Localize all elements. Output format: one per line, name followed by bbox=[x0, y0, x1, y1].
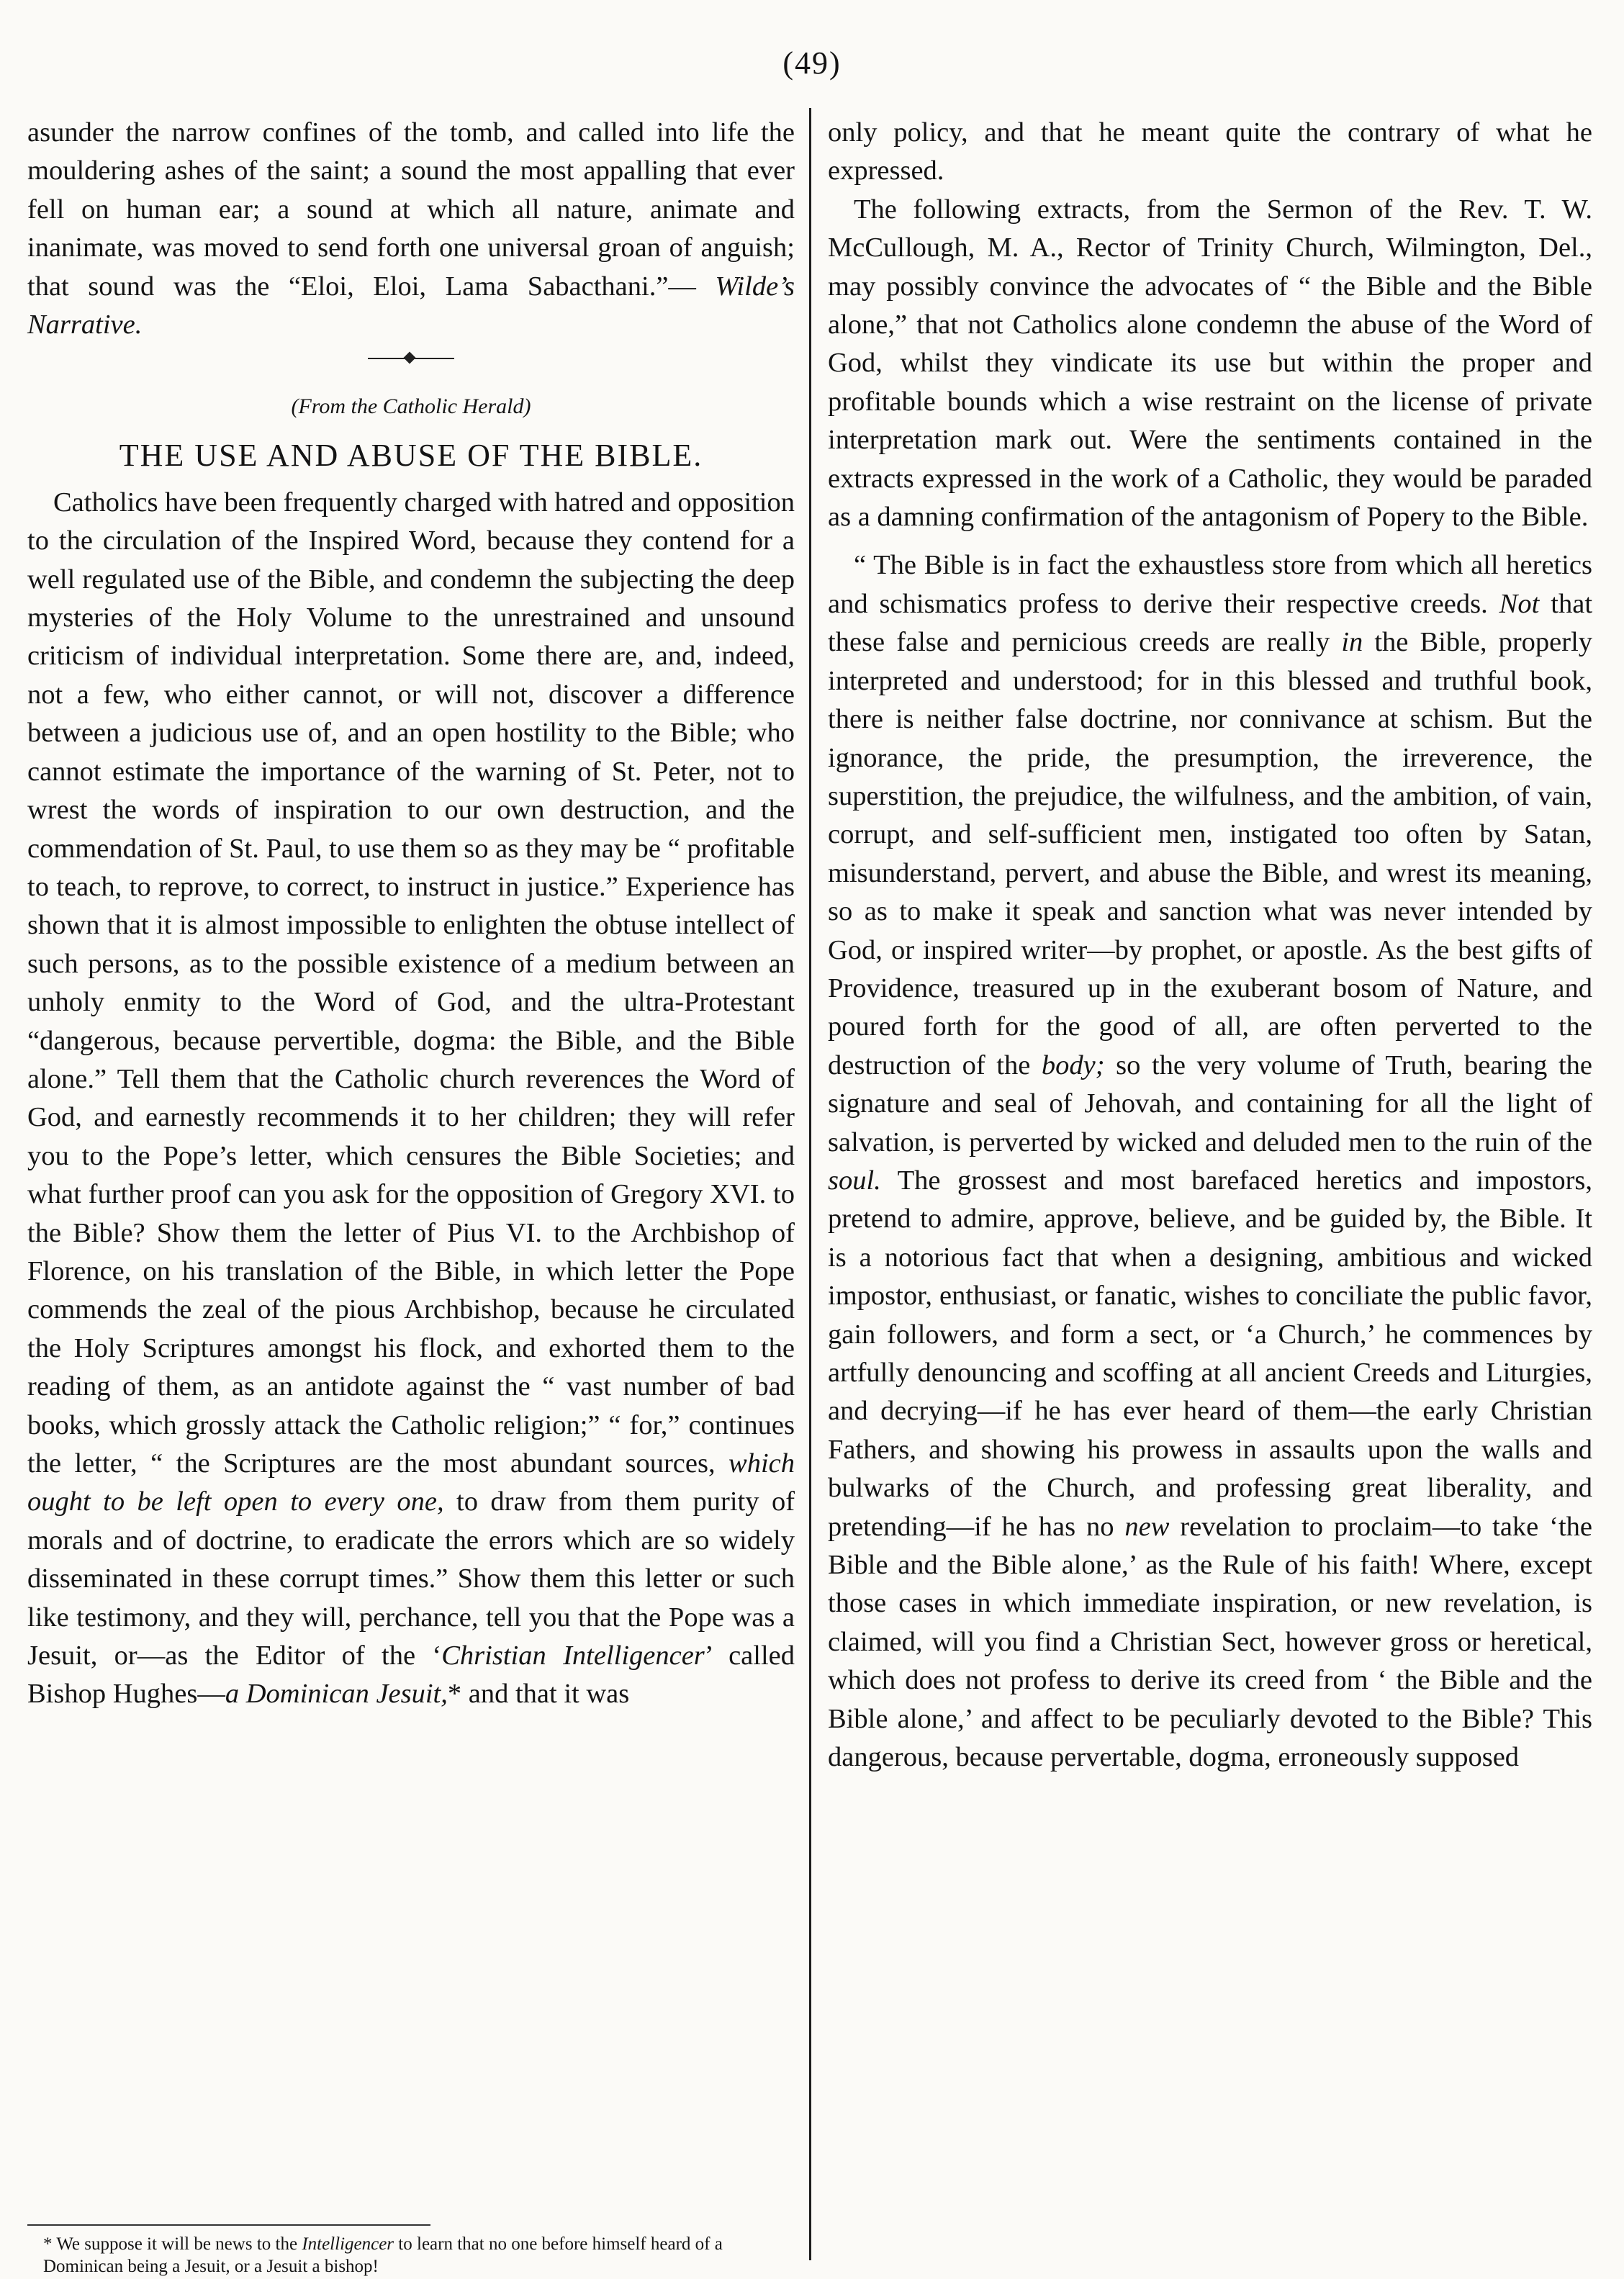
page-number: (49) bbox=[782, 45, 842, 81]
quote-text: so the very volume of Truth, bearing the signature and seal of Jehovah, and containing for all the light of salvation, is perverted by wicked and deluded men to the ruin of the bbox=[828, 1050, 1592, 1157]
article-body bbox=[27, 484, 795, 1714]
body-text: and that it was bbox=[461, 1679, 630, 1710]
intro-paragraph: The following extracts, from the Sermon of the Rev. T. W. McCullough, M. A., Rector of Trinity Church, Wilmington, Del., may possibly convince the advocates of “ the Bible and the Bible alone,” that not Catholics alone condemn the abuse of the Word of God, whilst they vindicate its use but within the proper and profitable bounds which a wise restraint on the license of private interpretation mark out. Were the sentiments contained in the extracts expressed in the work of a Catholic, they would be paraded as a damning confirmation of the antagonism of Popery to the Bible. bbox=[828, 194, 1592, 533]
body-emphasis: a Dominican Jesuit, bbox=[225, 1679, 448, 1710]
section-ornament bbox=[368, 351, 454, 366]
footnote bbox=[43, 2233, 770, 2278]
left-column bbox=[27, 114, 795, 1714]
quote-emphasis: new bbox=[1124, 1511, 1170, 1542]
right-column bbox=[828, 114, 1592, 1777]
body-emphasis: Christian Intelligencer bbox=[441, 1641, 705, 1671]
quote-text: “ The Bible is in fact the exhaustless store from which all heretics and schismatics profess to derive their respective creeds. bbox=[828, 550, 1592, 619]
body-text: ’ called Bishop Hughes— bbox=[27, 1641, 795, 1710]
quote-text: revelation to proclaim—to take ‘the Bible and the Bible alone,’ as the Rule of his faith! Where, except those cases in which immediate inspiration, or new revelation, is claimed, will you find a Christian Sect, however gross or heretical, which does not profess to derive its creed from ‘ the Bible and the Bible alone,’ and affect to be peculiarly devoted to the Bible? This dangerous, because pervertable, dogma, erroneously supposed bbox=[828, 1511, 1592, 1773]
body-text: Catholics have been frequently charged with hatred and opposition to the circulation of the Inspired Word, because they contend for a well regulated use of the Bible, and condemn the subjecting the deep mysteries of the Holy Volume to the unrestrained and unsound criticism of individual interpretation. Some there are, and, indeed, not a few, who either cannot, or will not, discover a difference between a judicious use of, and an open hostility to the Bible; who cannot estimate the importance of the warning of St. Peter, not to wrest the words of inspiration to our own destruction, and the commendation of St. Paul, to use them so as they may be “ profitable to teach, to reprove, to correct, to instruct in justice.” Experience has shown that it is almost impossible to enlighten the obtuse intellect of such persons, as to the possible existence of a medium between an unholy enmity to the Word of God, and the ultra-Protestant “dangerous, because pervertible, dogma: the Bible, and the Bible alone.” Tell them that the Catholic church reverences the Word of God, and earnestly recommends it to her children; they will refer you to the Pope’s letter, which censures the Bible Societies; and what further proof can you ask for the opposition of Gregory XVI. to the Bible? Show them the letter of Pius VI. to the Archbishop of Florence, on his translation of the Bible, in which letter the Pope commends the zeal of the pious Archbishop, because he circulated the Holy Scriptures amongst his flock, and exhorted them to the reading of them, as an antidote against the “ vast number of bad books, which grossly attack the Catholic religion;” “ for,” continues the letter, “ the Scriptures are the most abundant sources, bbox=[27, 487, 795, 1479]
column-divider bbox=[809, 108, 811, 2260]
quote-emphasis: body; bbox=[1041, 1050, 1105, 1080]
body-text: to draw from them purity of morals and of doctrine, to eradicate the errors which are so widely disseminated in these corrupt times.” Show them this letter or such like testimony, and they will, perchance, tell you that the Pope was a Jesuit, or—as the Editor of the ‘ bbox=[27, 1486, 795, 1671]
footnote-rule bbox=[27, 2224, 430, 2226]
quote-text: The grossest and most barefaced heretics and impostors, pretend to admire, approve, believe, and be guided by, the Bible. It is a notorious fact that when a designing, ambitious and wicked impostor, enthusiast, or fanatic, wishes to conciliate the public favor, gain followers, and form a sect, or ‘a Church,’ he commences by artfully denouncing and scoffing at all ancient Creeds and Liturgies, and decrying—if he has ever heard of them—the early Christian Fathers, and showing his prowess in assaults upon the walls and bulwarks of the Church, and professing great liberality, and pretending—if he has no bbox=[828, 1165, 1592, 1542]
quote-emphasis: in bbox=[1341, 627, 1363, 658]
footnote-text: to learn that no one before himself heard of a Dominican being a Jesuit, or a Jesuit a bishop! bbox=[43, 2234, 723, 2276]
passage-attribution: Wilde’s Narrative. bbox=[27, 271, 795, 340]
quote-emphasis: Not bbox=[1499, 588, 1540, 619]
continued-passage bbox=[27, 114, 795, 344]
quote-text: that these false and pernicious creeds are really bbox=[828, 588, 1593, 658]
quote-text: the Bible, properly interpreted and understood; for in this blessed and truthful book, there is neither false doctrine, nor connivance at schism. But the ignorance, the pride, the presumption, the irreverence, the superstition, the prejudice, the wilfulness, and the ambition, of vain, corrupt, and self-sufficient men, instigated too often by Satan, misunderstand, pervert, and abuse the Bible, and wrest its meaning, so as to make it speak and sanction what was never intended by God, or inspired writer—by prophet, or apostle. As the best gifts of Providence, treasured up in the exuberant bosom of Nature, and poured forth for the good of all, are often perverted to the destruction of the bbox=[828, 627, 1593, 1080]
continued-passage: only policy, and that he meant quite the contrary of what he expressed. bbox=[828, 117, 1592, 186]
body-emphasis: which ought to be left open to every one, bbox=[27, 1448, 795, 1517]
continued-text: asunder the narrow confines of the tomb, and called into life the mouldering ashes of the saint; a sound the most appalling that ever fell on human ear; a sound at which all nature, animate and inanimate, was moved to send forth one universal groan of anguish; that sound was the “Eloi, Eloi, Lama Sabacthani.”— bbox=[27, 117, 795, 302]
footnote-emphasis: Intelligencer bbox=[302, 2234, 394, 2254]
footnote-marker: * bbox=[447, 1679, 462, 1710]
sermon-extract bbox=[828, 546, 1592, 1777]
article-title: THE USE AND ABUSE OF THE BIBLE. bbox=[119, 437, 703, 473]
article-source: (From the Catholic Herald) bbox=[291, 394, 531, 419]
footnote-text: We suppose it will be news to the bbox=[56, 2234, 298, 2254]
quote-emphasis: soul. bbox=[828, 1165, 881, 1196]
footnote-marker: * bbox=[43, 2234, 53, 2254]
